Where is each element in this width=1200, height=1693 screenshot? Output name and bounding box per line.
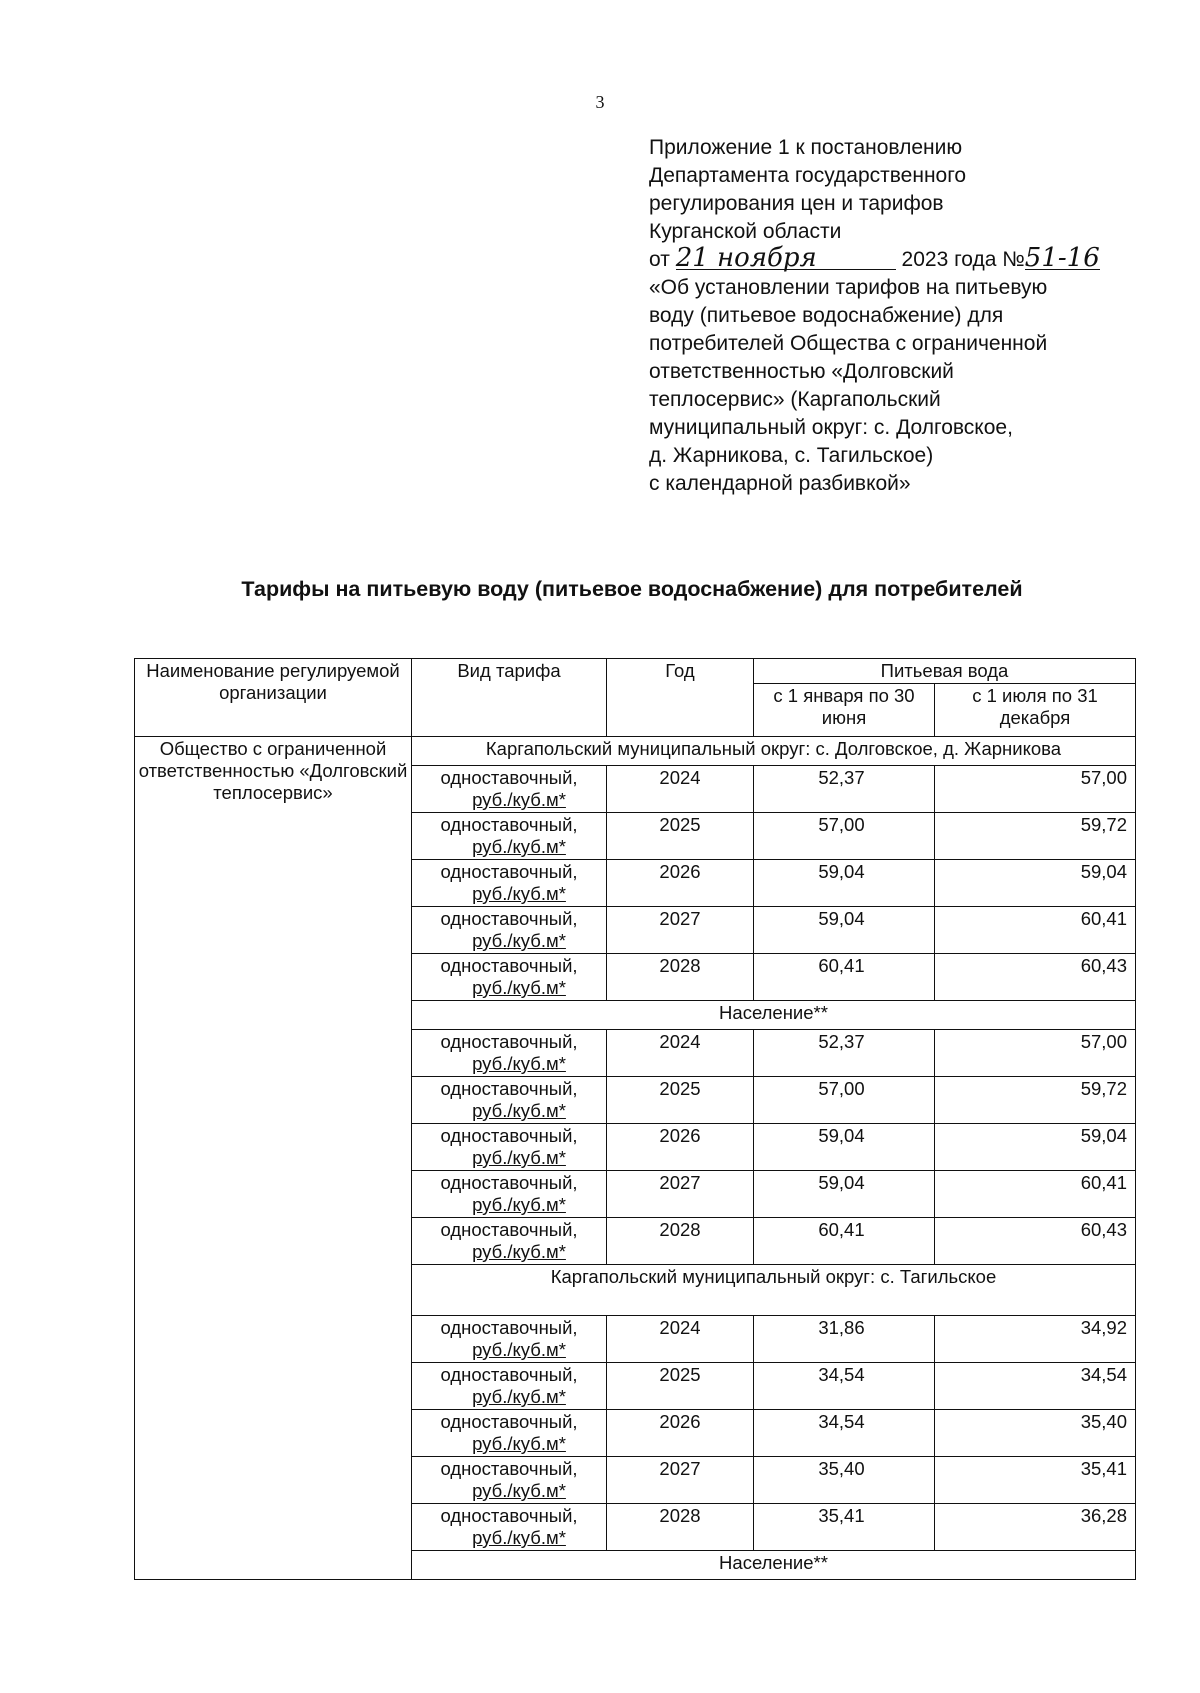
year-cell: 2027	[607, 907, 754, 954]
tariff-type-cell	[412, 1363, 607, 1410]
year-cell: 2027	[607, 1457, 754, 1504]
section-row	[135, 737, 1136, 766]
tariff-type-label: одноставочный,	[440, 1317, 578, 1338]
tariff-type-cell	[412, 860, 607, 907]
tariff-unit-label: руб./куб.м*	[472, 1339, 566, 1360]
date-prefix: от	[649, 248, 670, 271]
period1-value: 34,54	[754, 1410, 935, 1457]
tariff-type-label: одноставочный,	[440, 1078, 578, 1099]
year-cell: 2026	[607, 860, 754, 907]
header-period2: с 1 июля по 31 декабря	[935, 684, 1136, 737]
tariff-type-label: одноставочный,	[440, 767, 578, 788]
section-title: Население**	[412, 1551, 1136, 1580]
tariff-unit-label: руб./куб.м*	[472, 1241, 566, 1262]
period1-value: 35,40	[754, 1457, 935, 1504]
period2-value: 60,43	[935, 954, 1136, 1001]
period2-value: 59,04	[935, 860, 1136, 907]
handwritten-number: 51-16	[1024, 243, 1100, 273]
period1-value: 57,00	[754, 813, 935, 860]
year-cell: 2024	[607, 1316, 754, 1363]
organization-name: Общество с ограниченной ответственностью «Долговский теплосервис»	[135, 737, 412, 1580]
period1-value: 60,41	[754, 954, 935, 1001]
year-cell: 2026	[607, 1124, 754, 1171]
tariff-type-label: одноставочный,	[440, 955, 578, 976]
tariff-unit-label: руб./куб.м*	[472, 1433, 566, 1454]
tariff-type-label: одноставочный,	[440, 1172, 578, 1193]
appendix-line: ответственностью «Долговский	[649, 360, 954, 383]
period2-value: 34,54	[935, 1363, 1136, 1410]
document-title: Тарифы на питьевую воду (питьевое водоснабжение) для потребителей	[241, 577, 1023, 601]
tariff-type-cell	[412, 1171, 607, 1218]
header-year: Год	[607, 659, 754, 737]
tariff-type-cell	[412, 1410, 607, 1457]
year-cell: 2024	[607, 766, 754, 813]
period2-value: 36,28	[935, 1504, 1136, 1551]
year-cell: 2025	[607, 813, 754, 860]
tariff-type-cell	[412, 1504, 607, 1551]
period1-value: 60,41	[754, 1218, 935, 1265]
header-org: Наименование регулируемой организации	[135, 659, 412, 737]
tariff-type-label: одноставочный,	[440, 1364, 578, 1385]
period2-value: 35,40	[935, 1410, 1136, 1457]
tariff-unit-label: руб./куб.м*	[472, 1053, 566, 1074]
tariff-type-cell	[412, 1457, 607, 1504]
period2-value: 60,43	[935, 1218, 1136, 1265]
period1-value: 59,04	[754, 860, 935, 907]
appendix-line: Приложение 1 к постановлению	[649, 136, 963, 159]
tariff-type-cell	[412, 766, 607, 813]
tariff-type-cell	[412, 813, 607, 860]
tariff-unit-label: руб./куб.м*	[472, 930, 566, 951]
year-cell: 2025	[607, 1363, 754, 1410]
page-number: 3	[595, 92, 605, 112]
tariff-type-label: одноставочный,	[440, 908, 578, 929]
tariff-unit-label: руб./куб.м*	[472, 1480, 566, 1501]
tariff-table	[134, 658, 1136, 1580]
appendix-line: муниципальный округ: с. Долговское,	[649, 416, 1013, 439]
handwritten-date: 21 ноября	[676, 247, 896, 270]
period2-value: 57,00	[935, 766, 1136, 813]
period1-value: 59,04	[754, 1171, 935, 1218]
year-cell: 2024	[607, 1030, 754, 1077]
period1-value: 59,04	[754, 907, 935, 954]
section-title: Население**	[412, 1001, 1136, 1030]
year-cell: 2028	[607, 1504, 754, 1551]
tariff-unit-label: руб./куб.м*	[472, 836, 566, 857]
period1-value: 52,37	[754, 1030, 935, 1077]
appendix-line: Курганской области	[649, 220, 842, 243]
tariff-type-cell	[412, 1218, 607, 1265]
header-period1: с 1 января по 30 июня	[754, 684, 935, 737]
tariff-unit-label: руб./куб.м*	[472, 1527, 566, 1548]
tariff-type-label: одноставочный,	[440, 1458, 578, 1479]
tariff-type-label: одноставочный,	[440, 814, 578, 835]
period2-value: 59,72	[935, 1077, 1136, 1124]
period1-value: 34,54	[754, 1363, 935, 1410]
period2-value: 59,72	[935, 813, 1136, 860]
appendix-line: с календарной разбивкой»	[649, 472, 911, 495]
year-cell: 2025	[607, 1077, 754, 1124]
appendix-line: регулирования цен и тарифов	[649, 192, 944, 215]
tariff-unit-label: руб./куб.м*	[472, 1386, 566, 1407]
tariff-unit-label: руб./куб.м*	[472, 789, 566, 810]
period2-value: 35,41	[935, 1457, 1136, 1504]
year-cell: 2026	[607, 1410, 754, 1457]
period2-value: 59,04	[935, 1124, 1136, 1171]
tariff-type-label: одноставочный,	[440, 1125, 578, 1146]
period2-value: 60,41	[935, 907, 1136, 954]
section-title: Каргапольский муниципальный округ: с. Тагильское	[412, 1265, 1136, 1316]
tariff-unit-label: руб./куб.м*	[472, 1100, 566, 1121]
tariff-type-cell	[412, 1030, 607, 1077]
period1-value: 52,37	[754, 766, 935, 813]
period2-value: 60,41	[935, 1171, 1136, 1218]
tariff-type-cell	[412, 1124, 607, 1171]
header-water: Питьевая вода	[754, 659, 1136, 684]
tariff-type-cell	[412, 907, 607, 954]
year-cell: 2027	[607, 1171, 754, 1218]
tariff-type-label: одноставочный,	[440, 1411, 578, 1432]
appendix-line: «Об установлении тарифов на питьевую	[649, 276, 1048, 299]
tariff-type-cell	[412, 954, 607, 1001]
tariff-unit-label: руб./куб.м*	[472, 1147, 566, 1168]
tariff-type-label: одноставочный,	[440, 1219, 578, 1240]
appendix-line: д. Жарникова, с. Тагильское)	[649, 444, 934, 467]
period1-value: 57,00	[754, 1077, 935, 1124]
tariff-type-label: одноставочный,	[440, 1505, 578, 1526]
appendix-header	[649, 134, 1100, 498]
date-suffix: 2023 года №	[901, 248, 1025, 271]
tariff-unit-label: руб./куб.м*	[472, 883, 566, 904]
appendix-line: Департамента государственного	[649, 164, 967, 187]
tariff-unit-label: руб./куб.м*	[472, 1194, 566, 1215]
tariff-unit-label: руб./куб.м*	[472, 977, 566, 998]
appendix-line: воду (питьевое водоснабжение) для	[649, 304, 1004, 327]
section-title: Каргапольский муниципальный округ: с. Долговское, д. Жарникова	[412, 737, 1136, 766]
period1-value: 59,04	[754, 1124, 935, 1171]
appendix-date-line	[649, 243, 1100, 274]
period2-value: 57,00	[935, 1030, 1136, 1077]
period2-value: 34,92	[935, 1316, 1136, 1363]
tariff-type-label: одноставочный,	[440, 861, 578, 882]
tariff-type-cell	[412, 1077, 607, 1124]
period1-value: 31,86	[754, 1316, 935, 1363]
tariff-type-cell	[412, 1316, 607, 1363]
year-cell: 2028	[607, 954, 754, 1001]
appendix-line: теплосервис» (Каргапольский	[649, 388, 941, 411]
tariff-type-label: одноставочный,	[440, 1031, 578, 1052]
header-tariff-type: Вид тарифа	[412, 659, 607, 737]
year-cell: 2028	[607, 1218, 754, 1265]
period1-value: 35,41	[754, 1504, 935, 1551]
appendix-line: потребителей Общества с ограниченной	[649, 332, 1048, 355]
